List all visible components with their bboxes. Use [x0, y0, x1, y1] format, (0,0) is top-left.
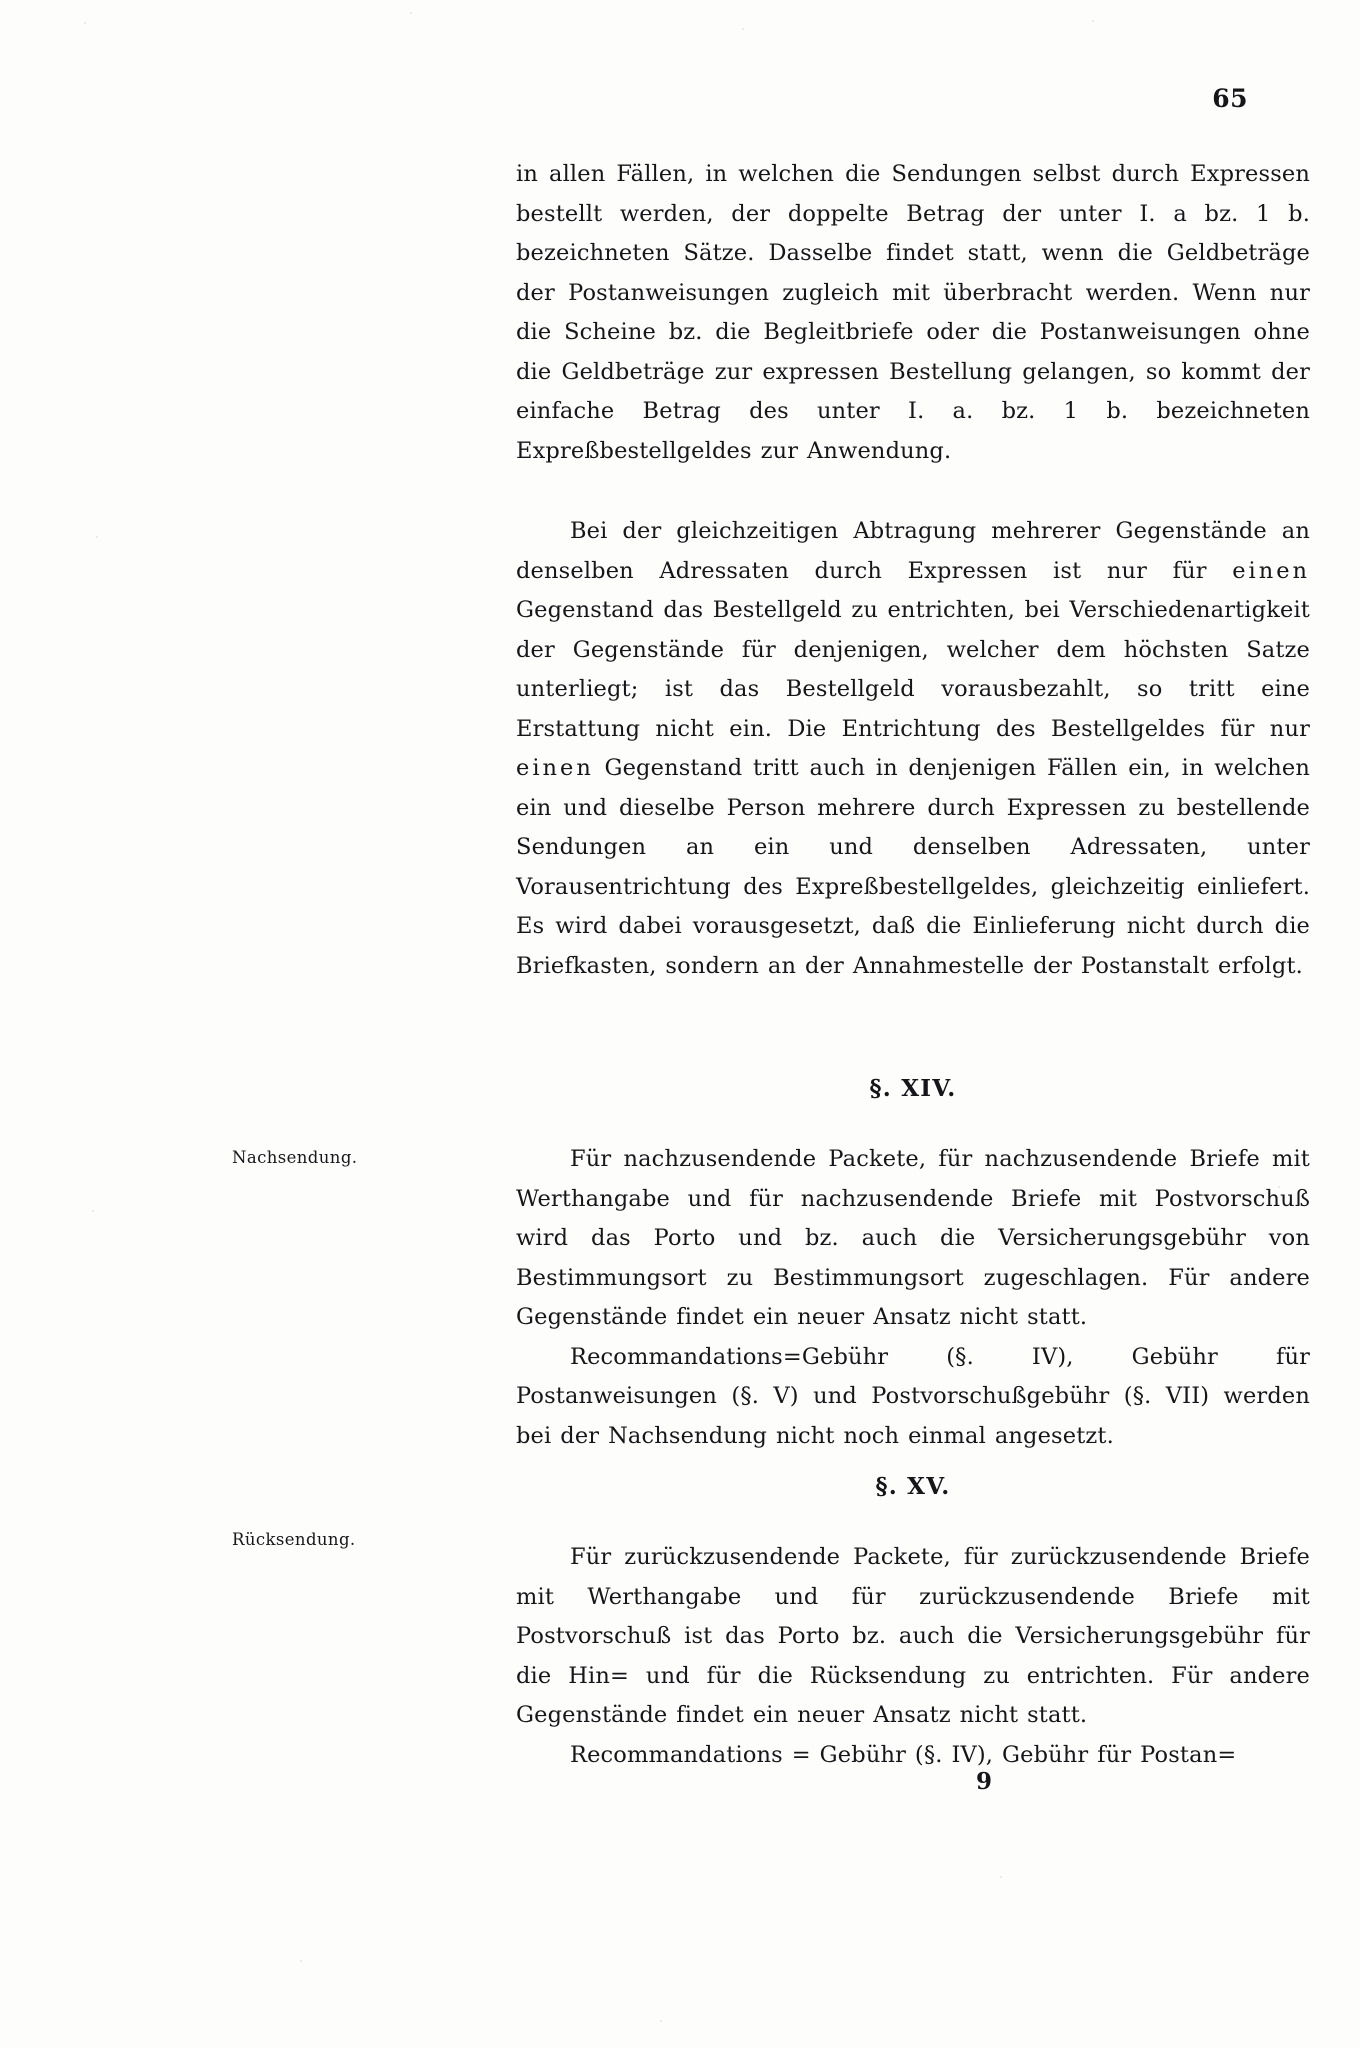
paragraph-ruecksendung-1: Für zurückzusendende Packete, für zurückzusendende Briefe mit Werthangabe und für zurückzusendende Briefe mit Postvorschuß ist das Porto bz. auch die Versicherungsgebühr für die Hin= und für die Rücksendung zu entrichten. Für andere Gegenstände findet ein neuer Ansatz nicht statt.: [516, 1544, 1310, 1728]
paragraph-expressbestellgeld: in allen Fällen, in welchen die Sendungen selbst durch Expressen bestellt werden, der doppelte Betrag der unter I. a bz. 1 b. bezeichneten Sätze. Dasselbe findet statt, wenn die Geldbeträge der Postanweisungen zugleich mit überbracht werden. Wenn nur die Scheine bz. die Begleitbriefe oder die Postanweisungen ohne die Geldbeträge zur expressen Bestellung gelangen, so kommt der einfache Betrag des unter I. a. bz. 1 b. bezeichneten Expreßbestellgeldes zur Anwendung.: [516, 161, 1310, 464]
paper-speck: [92, 1210, 94, 1212]
paragraph-nachsendung-1: Für nachzusendende Packete, für nachzusendende Briefe mit Werthangabe und für nachzusendende Briefe mit Postvorschuß wird das Porto und bz. auch die Versicherungsgebühr von Bestimmungsort zu Bestimmungsort zugeschlagen. Für andere Gegenstände findet ein neuer Ansatz nicht statt.: [516, 1146, 1310, 1330]
section-heading-xiv: §. XIV.: [869, 1075, 957, 1102]
section-heading-xv: §. XV.: [875, 1473, 951, 1500]
paragraph-2-segment-1: Bei der gleichzeitigen Abtragung mehrerer Gegenstände an denselben Adressaten durch Expressen ist nur für: [516, 518, 1310, 584]
paper-speck: [96, 536, 98, 538]
paper-speck: [1092, 20, 1094, 22]
paper-speck: [410, 12, 412, 14]
paper-speck: [1000, 1876, 1002, 1878]
paragraph-2-segment-3: Gegenstand tritt auch in denjenigen Fällen ein, in welchen ein und dieselbe Person mehrere durch Expressen zu bestellende Sendungen an ein und denselben Adressaten, unter Vorausentrichtung des Expreßbestellgeldes, gleichzeitig einliefert. Es wird dabei vorausgesetzt, daß die Einlieferung nicht durch die Briefkasten, sondern an der Annahmestelle der Postanstalt erfolgt.: [516, 755, 1310, 979]
section-xiv-body: [516, 1140, 1310, 1456]
paper-speck: [300, 1960, 302, 1962]
paragraph-nachsendung-2: Recommandations=Gebühr (§. IV), Gebühr für Postanweisungen (§. V) und Postvorschußgebühr (§. VII) werden bei der Nachsendung nicht noch einmal angesetzt.: [516, 1343, 1310, 1449]
paragraph-ruecksendung-2: Recommandations = Gebühr (§. IV), Gebühr für Postan=: [570, 1741, 1237, 1768]
signature-catchword: 9: [975, 1768, 992, 1795]
margin-note-ruecksendung: Rücksendung.: [232, 1530, 356, 1549]
margin-note-nachsendung: Nachsendung.: [232, 1148, 358, 1167]
paper-speck: [742, 28, 744, 30]
paper-speck: [84, 22, 86, 24]
page-number: 65: [1212, 84, 1248, 113]
paper-speck: [660, 2020, 662, 2022]
section-xv-body: [516, 1538, 1310, 1775]
paragraph-gleichzeitige-abtragung: [516, 512, 1310, 986]
emphasis-einen-second: einen: [516, 755, 594, 781]
paragraph-2-segment-2: Gegenstand das Bestellgeld zu entrichten, bei Verschiedenartigkeit der Gegenstände für denjenigen, welcher dem höchsten Satze unterliegt; ist das Bestellgeld vorausbezahlt, so tritt eine Erstattung nicht ein. Die Entrichtung des Bestellgeldes für nur: [516, 597, 1310, 742]
emphasis-einen-first: einen: [1232, 557, 1310, 584]
